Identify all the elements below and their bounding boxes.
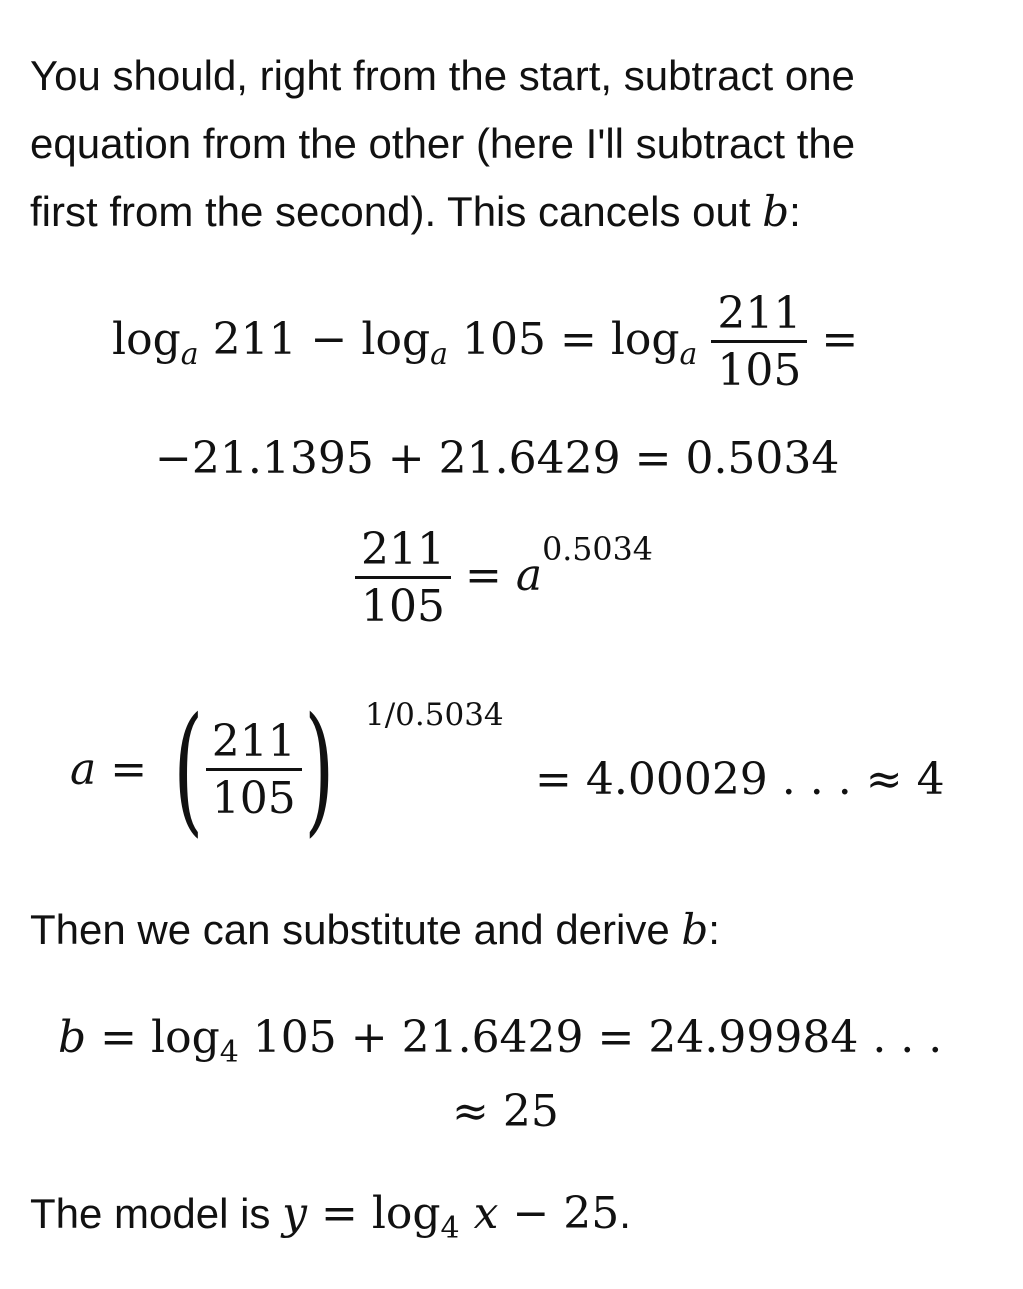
- log-base: a: [679, 336, 698, 372]
- model-text: The model is: [30, 1190, 283, 1237]
- equation-solve-a: [70, 688, 346, 851]
- variable-a: a: [515, 550, 543, 601]
- equation-numeric-difference: −21.1395 + 21.6429 = 0.5034: [155, 433, 840, 484]
- fraction-211-105: [206, 715, 302, 824]
- fraction-211-105: [711, 288, 807, 396]
- model-conclusion: [30, 1180, 631, 1253]
- log-base: a: [430, 336, 448, 372]
- equation-log-difference: [112, 288, 859, 396]
- log-operator: log: [112, 314, 181, 365]
- minus-25: − 25: [498, 1188, 620, 1239]
- fraction-denominator: 105: [711, 340, 807, 393]
- equation-solve-b: [58, 1012, 943, 1070]
- log-operator: log: [151, 1012, 220, 1063]
- equals-sign: =: [545, 314, 611, 365]
- right-parenthesis: ): [303, 688, 335, 851]
- substitute-colon: :: [708, 906, 720, 953]
- exponent-reciprocal: 1/0.5034: [365, 697, 504, 733]
- substitute-paragraph: [30, 896, 720, 964]
- equation-fraction-power: [355, 524, 653, 632]
- intro-line-3-colon: :: [789, 188, 801, 235]
- intro-line-3: [30, 178, 801, 246]
- log-base: 4: [219, 1034, 239, 1070]
- number-105: 105: [461, 314, 546, 365]
- left-parenthesis: (: [173, 688, 204, 851]
- intro-line-1: You should, right from the start, subtract one: [30, 52, 855, 99]
- fraction-211-105: [355, 524, 451, 632]
- variable-y: y: [282, 1188, 307, 1239]
- variable-b: b: [681, 905, 709, 954]
- minus-sign: −: [296, 314, 362, 365]
- trailing-equals: =: [807, 314, 859, 365]
- fraction-numerator: 211: [211, 715, 296, 767]
- log-operator: log: [361, 314, 431, 365]
- result-a: = 4.00029 . . . ≈ 4: [535, 754, 945, 805]
- equals-sign: =: [450, 550, 516, 601]
- log-operator: log: [371, 1188, 441, 1239]
- number-211: 211: [212, 314, 297, 365]
- fraction-numerator: 211: [361, 524, 445, 575]
- equals-sign: =: [96, 744, 162, 795]
- equals-sign: =: [86, 1012, 152, 1063]
- fraction-numerator: 211: [717, 288, 802, 339]
- variable-x: x: [473, 1188, 499, 1239]
- period: .: [619, 1190, 631, 1237]
- equals-sign: =: [306, 1188, 372, 1239]
- variable-b: b: [762, 187, 790, 236]
- log-base: 4: [440, 1210, 460, 1246]
- log-operator: log: [610, 314, 680, 365]
- exponent: 0.5034: [542, 531, 653, 568]
- variable-a: a: [70, 744, 97, 795]
- fraction-denominator: 105: [206, 768, 302, 821]
- fraction-denominator: 105: [355, 576, 451, 629]
- variable-b: b: [58, 1012, 87, 1063]
- result-b: ≈ 25: [452, 1086, 559, 1137]
- intro-line-3-text: first from the second). This cancels out: [30, 188, 763, 235]
- log-base: a: [180, 336, 199, 372]
- intro-line-2: equation from the other (here I'll subtract the: [30, 120, 856, 167]
- equation-b-rest: 105 + 21.6429 = 24.99984 . . .: [238, 1012, 943, 1063]
- substitute-text: Then we can substitute and derive: [30, 906, 682, 953]
